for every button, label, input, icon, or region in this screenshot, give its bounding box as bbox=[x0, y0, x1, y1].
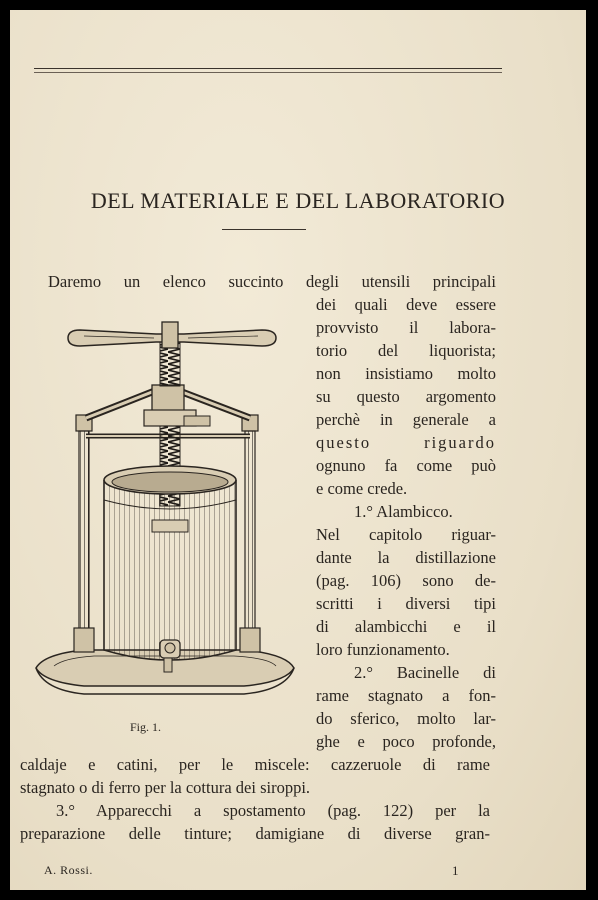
title-underline bbox=[222, 229, 306, 230]
text-line-4: torio del liquorista; bbox=[316, 341, 496, 360]
text-line-6: su questo argomento bbox=[316, 387, 496, 406]
text-line-22: caldaje e catini, per le miscele: cazzeruole di rame bbox=[20, 755, 490, 774]
text-line-18: 2.° Bacinelle di bbox=[354, 663, 496, 682]
footer-author: A. Rossi. bbox=[44, 863, 93, 877]
wine-press-illustration bbox=[24, 310, 306, 710]
text-line-13: dante la distillazione bbox=[316, 548, 496, 567]
text-line-8: questo riguardo bbox=[316, 433, 496, 452]
text-line-9: ognuno fa come può bbox=[316, 456, 496, 475]
text-line-23: stagnato o di ferro per la cottura dei siroppi. bbox=[20, 778, 311, 797]
text-line-11: 1.° Alambicco. bbox=[354, 502, 453, 521]
text-line-21: ghe e poco profonde, bbox=[316, 732, 496, 751]
book-page bbox=[10, 10, 586, 890]
text-line-25: preparazione delle tinture; damigiane di diverse gran- bbox=[20, 824, 490, 843]
text-line-24: 3.° Apparecchi a spostamento (pag. 122) per la bbox=[56, 801, 490, 820]
chapter-title: DEL MATERIALE E DEL LABORATORIO bbox=[90, 188, 506, 213]
header-rule bbox=[34, 68, 502, 69]
text-line-3: provvisto il labora- bbox=[316, 318, 496, 337]
text-line-17: loro funzionamento. bbox=[316, 640, 450, 659]
header-rule-thin bbox=[34, 72, 502, 73]
signature-mark: 1 bbox=[452, 863, 459, 878]
text-line-5: non insistiamo molto bbox=[316, 364, 496, 383]
text-line-15: scritti i diversi tipi bbox=[316, 594, 496, 613]
text-line-10: e come crede. bbox=[316, 479, 408, 498]
text-line-1: Daremo un elenco succinto degli utensili principali bbox=[48, 272, 496, 291]
text-line-16: di alambicchi e il bbox=[316, 617, 496, 636]
text-line-2: dei quali deve essere bbox=[316, 295, 496, 314]
text-line-14: (pag. 106) sono de- bbox=[316, 571, 496, 590]
figure-caption: Fig. 1. bbox=[130, 720, 162, 734]
text-line-7: perchè in generale a bbox=[316, 410, 496, 429]
text-line-19: rame stagnato a fon- bbox=[316, 686, 496, 705]
text-line-12: Nel capitolo riguar- bbox=[316, 525, 496, 544]
text-line-20: do sferico, molto lar- bbox=[316, 709, 496, 728]
